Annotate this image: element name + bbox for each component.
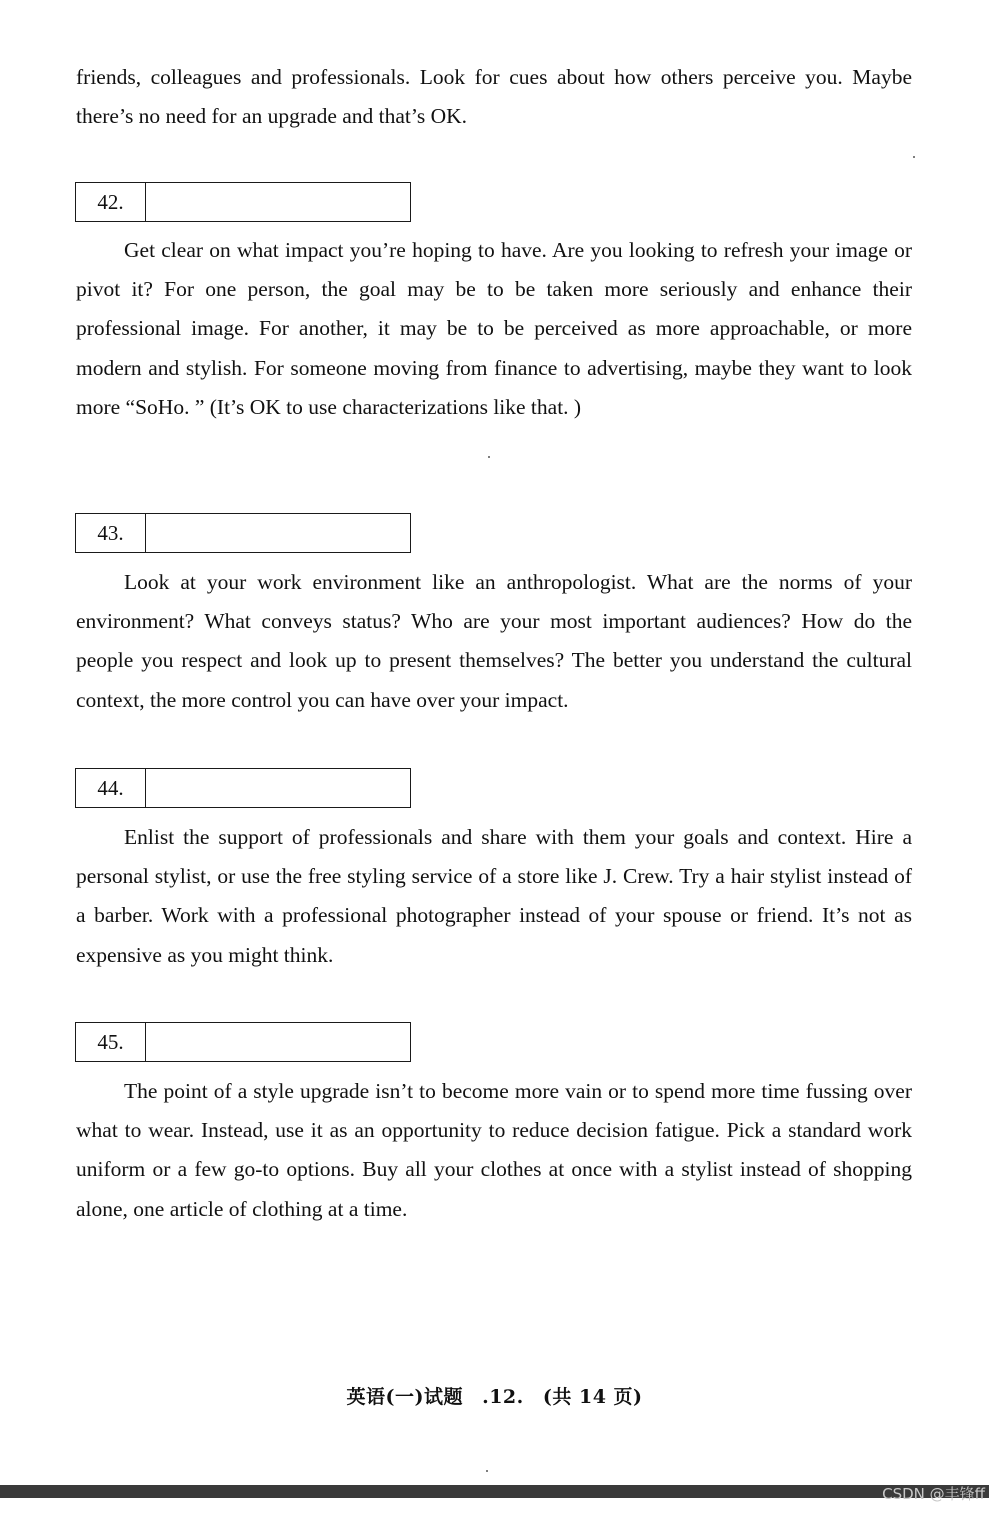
- paragraph-45: The point of a style upgrade isn’t to become more vain or to spend more time fussing over what to wear. Instead, use it as an opportunity to reduce decision fatigue. Pick a standard work uniform or a few go-to options. Buy all your clothes at once with a stylist instead of shopping alone, one article of clothing at a time.: [76, 1079, 912, 1221]
- question-box-42: [75, 182, 411, 222]
- footer-page-number: .12.: [482, 1386, 524, 1408]
- question-number-42: 42.: [76, 183, 146, 221]
- answer-blank-45[interactable]: [146, 1023, 410, 1061]
- scan-speck: [913, 156, 915, 158]
- question-box-44: [75, 768, 411, 808]
- question-box-43: [75, 513, 411, 553]
- bottom-bar: [0, 1485, 989, 1498]
- answer-blank-42[interactable]: [146, 183, 410, 221]
- question-number-43: 43.: [76, 514, 146, 552]
- footer-total-pages: (共 14 页): [542, 1386, 643, 1408]
- scan-speck: [488, 456, 490, 458]
- answer-blank-43[interactable]: [146, 514, 410, 552]
- watermark: CSDN @丰锋ff: [882, 1485, 985, 1503]
- footer-subject: 英语(一)试题: [346, 1386, 463, 1408]
- question-box-45: [75, 1022, 411, 1062]
- page-footer: [0, 1382, 989, 1409]
- scan-speck: [486, 1470, 488, 1472]
- answer-blank-44[interactable]: [146, 769, 410, 807]
- question-number-44: 44.: [76, 769, 146, 807]
- paragraph-43: Look at your work environment like an anthropologist. What are the norms of your environment? What conveys status? Who are your most important audiences? How do the people you respect and look up to present themselves? The better you understand the cultural context, the more control you can have over your impact.: [76, 570, 912, 712]
- question-number-45: 45.: [76, 1023, 146, 1061]
- paragraph-44: Enlist the support of professionals and share with them your goals and context. Hire a personal stylist, or use the free styling service of a store like J. Crew. Try a hair stylist instead of a barber. Work with a professional photographer instead of your spouse or friend. It’s not as expensive as you might think.: [76, 825, 912, 967]
- paragraph-42: Get clear on what impact you’re hoping to have. Are you looking to refresh your image or pivot it? For one person, the goal may be to be taken more seriously and enhance their professional image. For another, it may be to be perceived as more approachable, or more modern and stylish. For someone moving from finance to advertising, maybe they want to look more “SoHo. ” (It’s OK to use characterizations like that. ): [76, 238, 912, 419]
- paragraph-intro: friends, colleagues and professionals. Look for cues about how others perceive you. Maybe there’s no need for an upgrade and that’s OK.: [76, 65, 912, 129]
